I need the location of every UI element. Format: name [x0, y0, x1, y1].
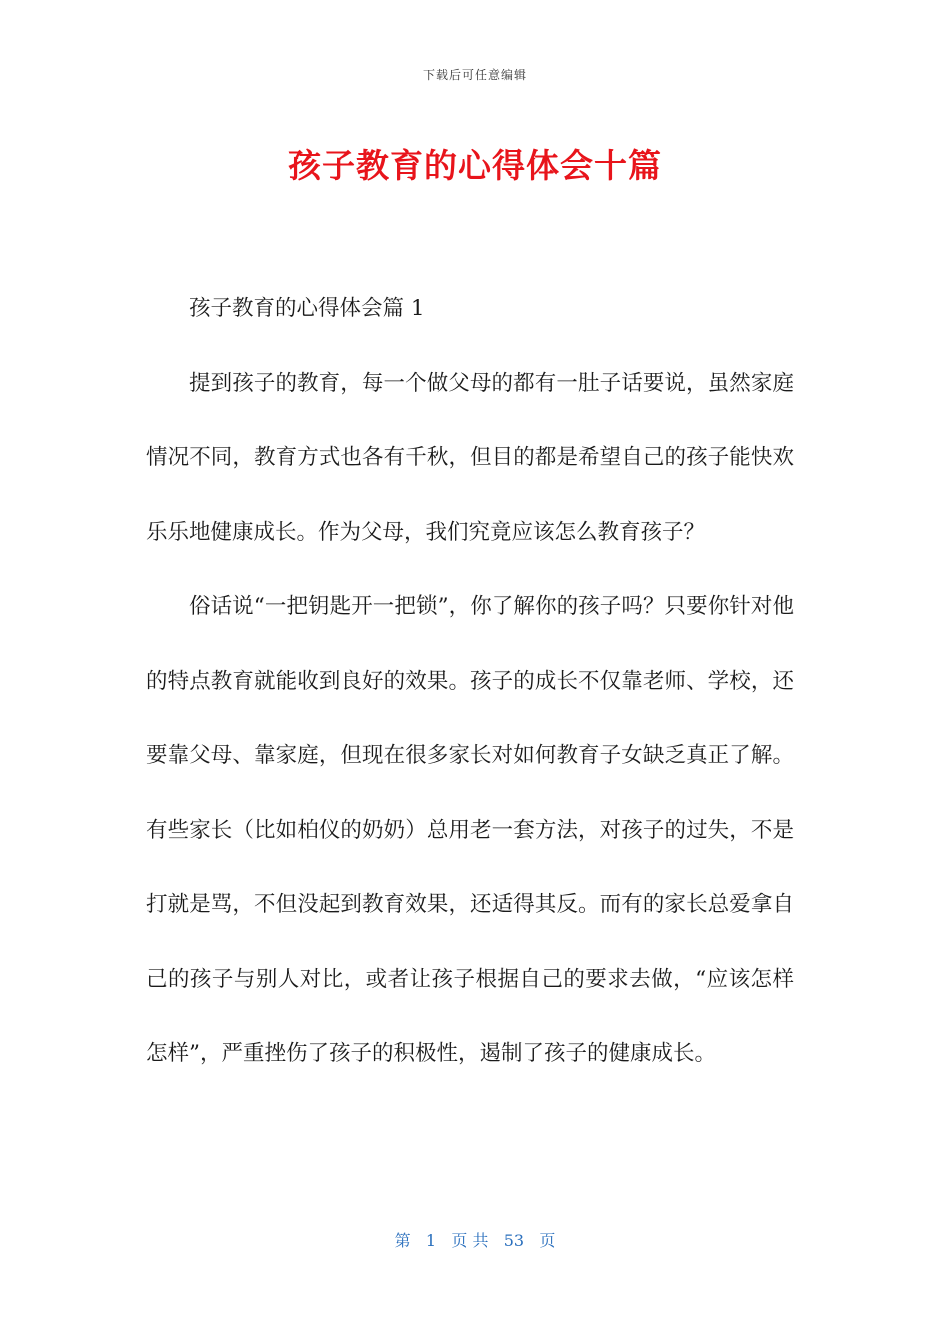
- section-heading: 孩子教育的心得体会篇 1: [189, 296, 425, 321]
- page-footer: 第 1 页 共 53 页: [394, 1231, 556, 1250]
- paragraph-2: 俗话说“一把钥匙开一把锁”，你了解你的孩子吗？只要你针对他的特点教育就能收到良好的效果。孩子的成长不仅靠老师、学校，还要靠父母、靠家庭，但现在很多家长对如何教育子女缺乏真正了解。有些家长（比如柏仪的奶奶）总用老一套方法，对孩子的过失，不是打就是骂，不但没起到教育效果，还适得其反。而有的家长总爱拿自己的孩子与别人对比，或者让孩子根据自己的要求去做，“应该怎样怎样”，严重挫伤了孩子的积极性，遏制了孩子的健康成长。: [146, 594, 794, 1066]
- paragraph-1: 提到孩子的教育，每一个做父母的都有一肚子话要说，虽然家庭情况不同，教育方式也各有千秋，但目的都是希望自己的孩子能快欢乐乐地健康成长。作为父母，我们究竟应该怎么教育孩子？: [146, 370, 794, 545]
- document-title: 孩子教育的心得体会十篇: [288, 146, 662, 185]
- header-note: 下载后可任意编辑: [422, 68, 527, 82]
- document-body: [146, 272, 794, 1092]
